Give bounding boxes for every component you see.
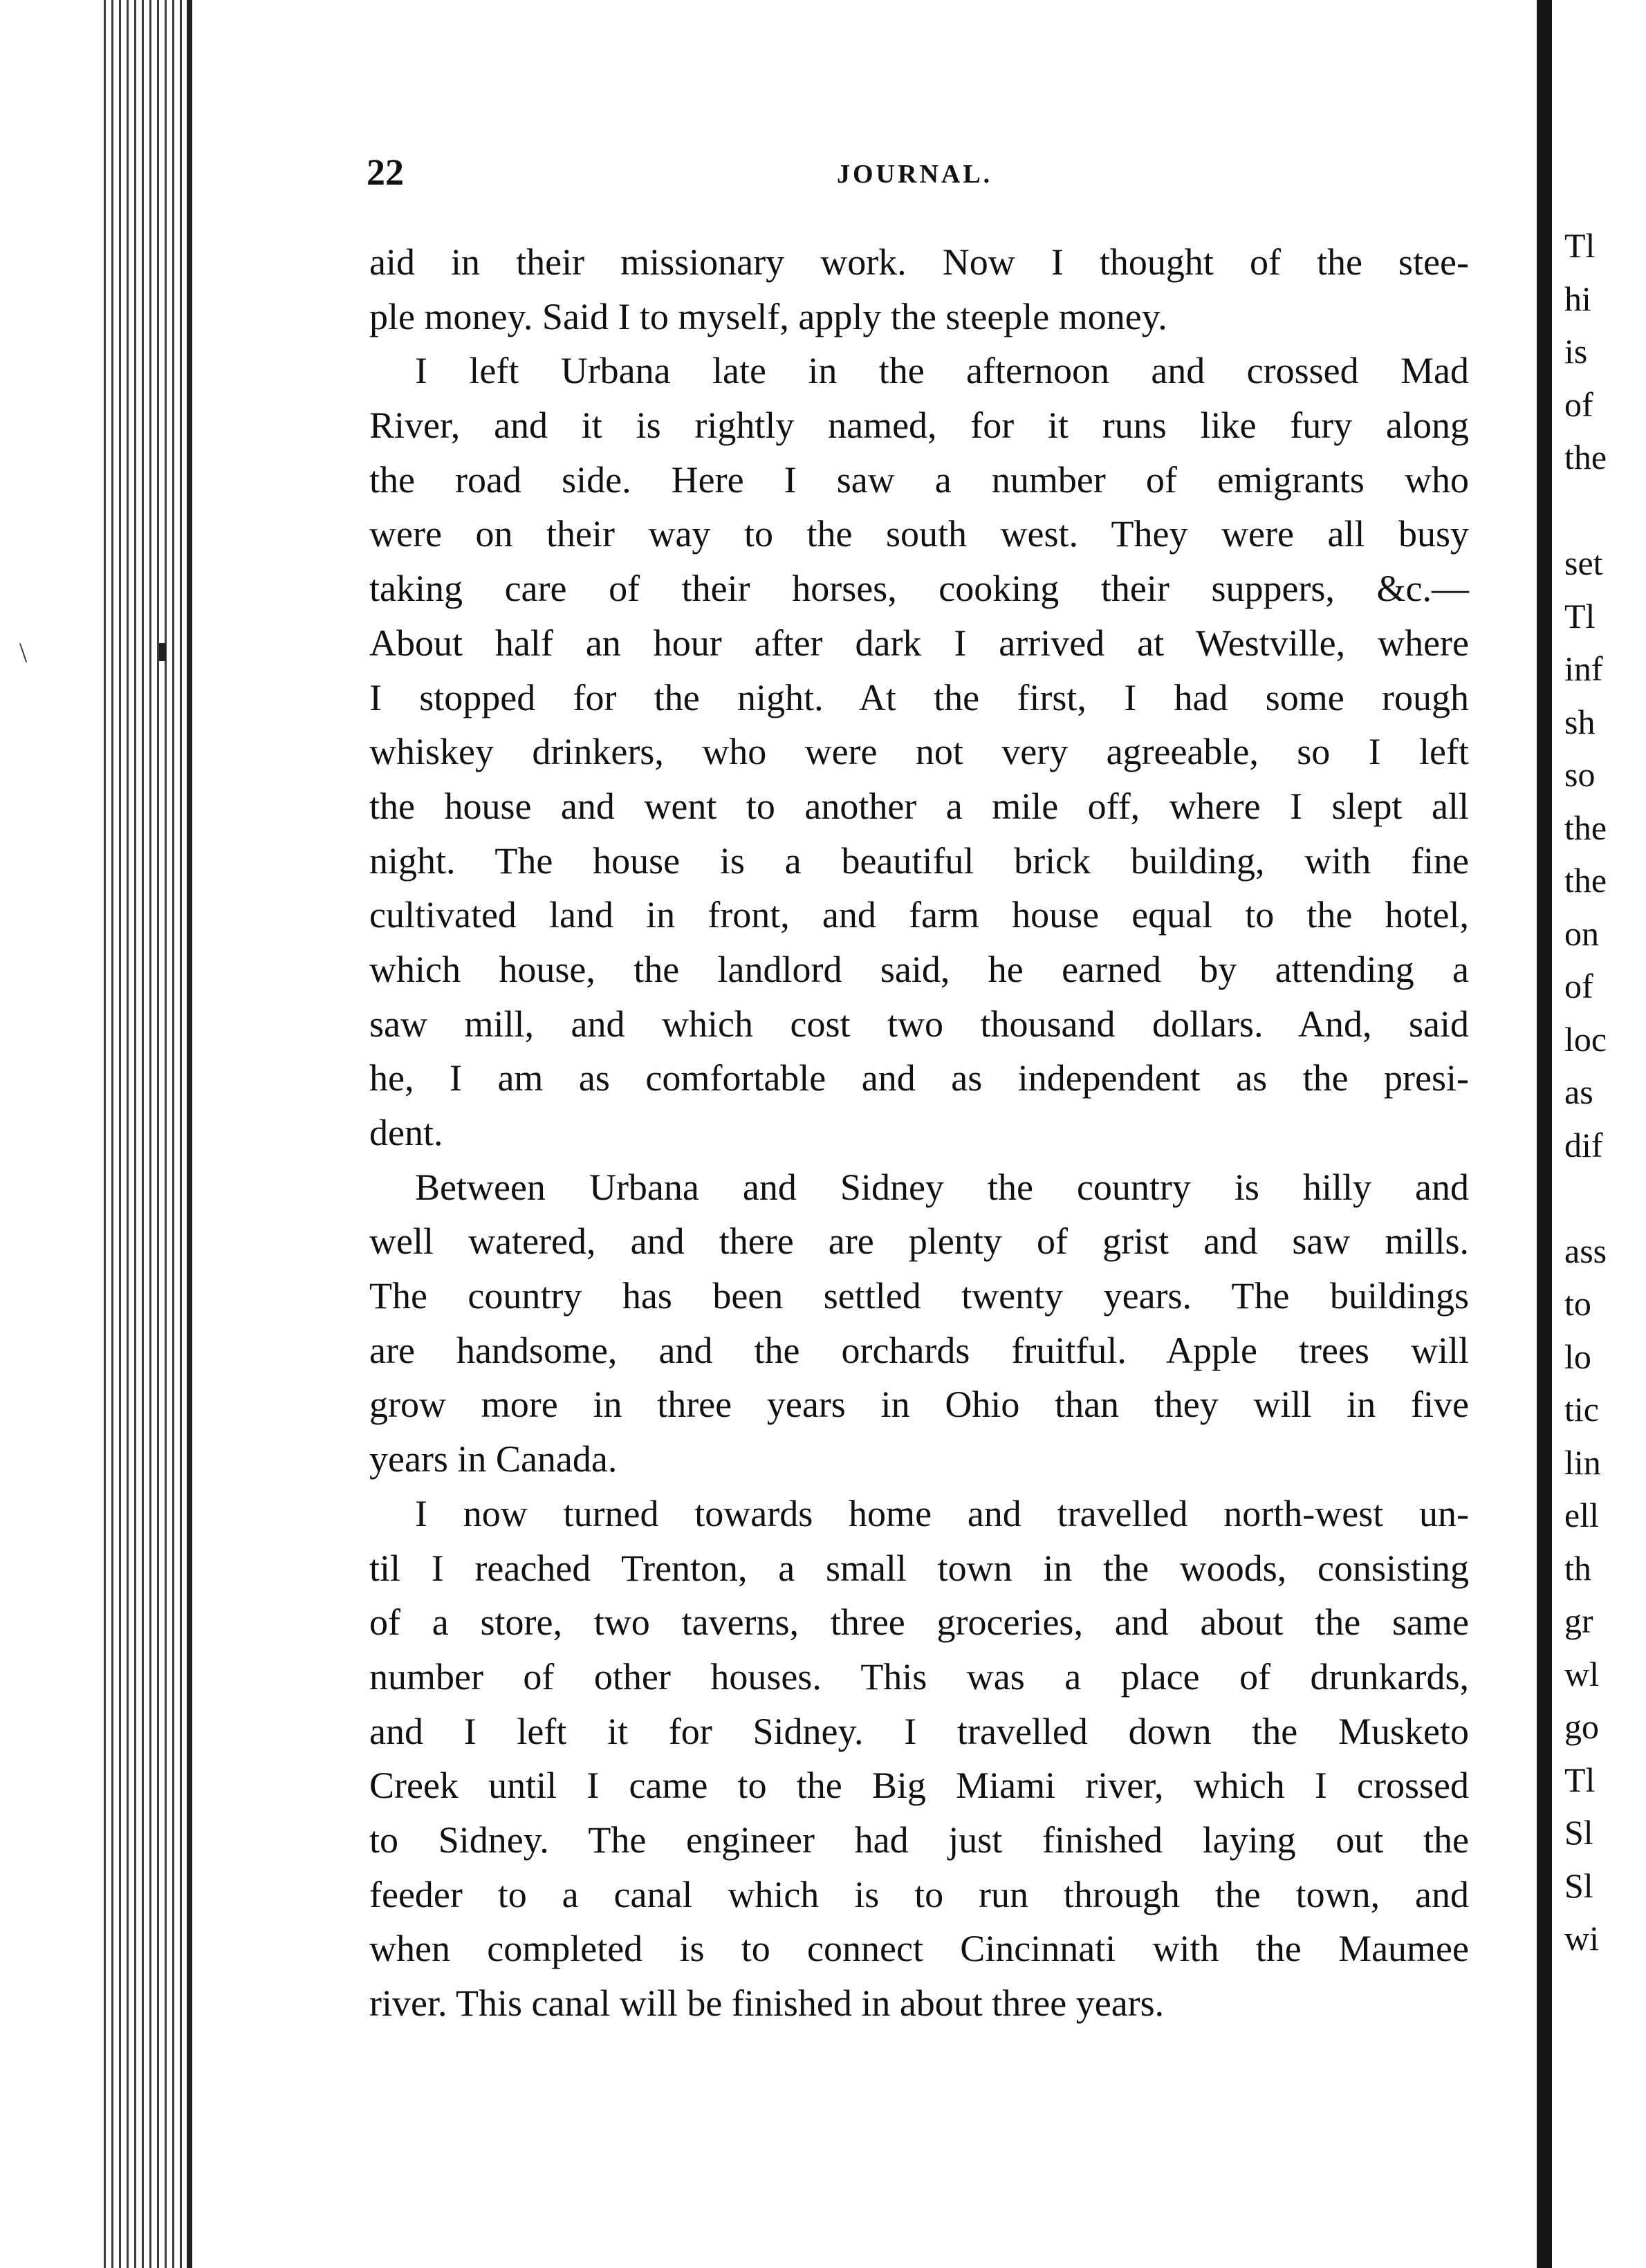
facing-page-fragment: Tl [1564, 226, 1596, 265]
text-line: were on their way to the south west. They were all busy [369, 513, 1469, 555]
facing-page-fragment: lo [1564, 1337, 1591, 1376]
facing-page [1552, 0, 1646, 2268]
text-line: I stopped for the night. At the first, I had some rough [369, 676, 1469, 718]
facing-page-fragment: the [1564, 438, 1607, 476]
text-line: aid in their missionary work. Now I thought of the stee- [369, 241, 1469, 283]
text-line: feeder to a canal which is to run through the town, and [369, 1873, 1469, 1915]
body-text [369, 235, 1469, 2031]
text-line: night. The house is a beautiful brick building, with fine [369, 839, 1469, 882]
facing-page-fragment: dif [1564, 1125, 1603, 1164]
text-line: years in Canada. [369, 1438, 618, 1480]
facing-page-fragment: inf [1564, 649, 1603, 688]
facing-page-fragment: Tl [1564, 1760, 1596, 1799]
facing-page-fragment: tic [1564, 1390, 1599, 1429]
facing-page-fragment: as [1564, 1072, 1593, 1111]
running-title: JOURNAL. [837, 160, 993, 189]
text-line: saw mill, and which cost two thousand dollars. And, said [369, 1003, 1469, 1045]
text-line: grow more in three years in Ohio than they will in five [369, 1384, 1469, 1426]
facing-page-fragment: set [1564, 543, 1603, 582]
text-line: of a store, two taverns, three groceries, and about the same [369, 1601, 1469, 1644]
facing-page-fragment: on [1564, 913, 1599, 953]
text-line: I left Urbana late in the afternoon and crossed Mad [415, 350, 1469, 392]
text-line: Creek until I came to the Big Miami river, which I crossed [369, 1765, 1469, 1807]
text-line: dent. [369, 1112, 443, 1153]
facing-page-fragment: gr [1564, 1601, 1593, 1640]
facing-page-fragment: so [1564, 755, 1596, 794]
scan-mark: \ [19, 637, 28, 668]
facing-page-fragment: hi [1564, 279, 1591, 318]
facing-page-fragment: Tl [1564, 596, 1596, 635]
text-line: are handsome, and the orchards fruitful. Apple trees will [369, 1329, 1469, 1371]
text-line: ple money. Said I to myself, apply the steeple money. [369, 295, 1167, 337]
facing-page-fragment: th [1564, 1548, 1591, 1588]
text-line: well watered, and there are plenty of grist and saw mills. [369, 1220, 1469, 1263]
book-gutter [1537, 0, 1552, 2268]
text-line: and I left it for Sidney. I travelled down the Musketo [369, 1710, 1469, 1752]
page-header [367, 151, 1473, 199]
text-line: river. This canal will be finished in about three years. [369, 1982, 1165, 2024]
facing-page-fragment: the [1564, 808, 1607, 847]
facing-page-fragment: to [1564, 1284, 1591, 1323]
text-line: to Sidney. The engineer had just finished laying out the [369, 1819, 1469, 1861]
text-line: he, I am as comfortable and as independent as the presi- [369, 1057, 1469, 1099]
facing-page-fragment: ell [1564, 1496, 1599, 1534]
text-line: I now turned towards home and travelled north-west un- [415, 1492, 1469, 1534]
text-line: Between Urbana and Sidney the country is hilly and [415, 1166, 1469, 1208]
facing-page-fragment: the [1564, 861, 1607, 900]
text-line: which house, the landlord said, he earned by attending a [369, 948, 1469, 990]
facing-page-fragment: sh [1564, 702, 1596, 741]
facing-page-fragment: lin [1564, 1442, 1601, 1482]
page-edges [104, 0, 194, 2268]
text-line: taking care of their horses, cooking their suppers, &c.— [369, 568, 1469, 610]
text-line: the road side. Here I saw a number of emigrants who [369, 458, 1469, 501]
text-line: The country has been settled twenty years. The buildings [369, 1275, 1469, 1317]
text-line: the house and went to another a mile off, where I slept all [369, 785, 1469, 827]
page-number: 22 [367, 151, 404, 193]
facing-page-fragment: ass [1564, 1231, 1607, 1270]
facing-page-fragment: wi [1564, 1919, 1599, 1958]
facing-page-fragment: of [1564, 967, 1593, 1005]
page-border [187, 0, 192, 2268]
facing-page-fragment: loc [1564, 1019, 1607, 1059]
facing-page-fragment: Sl [1564, 1813, 1593, 1852]
text-line: cultivated land in front, and farm house equal to the hotel, [369, 894, 1469, 936]
text-line: whiskey drinkers, who were not very agreeable, so I left [369, 731, 1469, 773]
binding-margin [0, 0, 104, 2268]
facing-page-fragment: wl [1564, 1654, 1599, 1693]
facing-page-fragment: of [1564, 384, 1593, 424]
facing-page-fragment: go [1564, 1707, 1599, 1746]
text-line: number of other houses. This was a place of drunkards, [369, 1655, 1469, 1698]
text-line: About half an hour after dark I arrived at Westville, where [369, 622, 1469, 664]
facing-page-fragment: Sl [1564, 1866, 1593, 1905]
text-line: til I reached Trenton, a small town in the woods, consisting [369, 1547, 1469, 1589]
text-line: River, and it is rightly named, for it runs like fury along [369, 405, 1469, 447]
scan-dot [159, 643, 166, 661]
text-line: when completed is to connect Cincinnati with the Maumee [369, 1928, 1469, 1970]
facing-page-fragment: is [1564, 332, 1588, 371]
